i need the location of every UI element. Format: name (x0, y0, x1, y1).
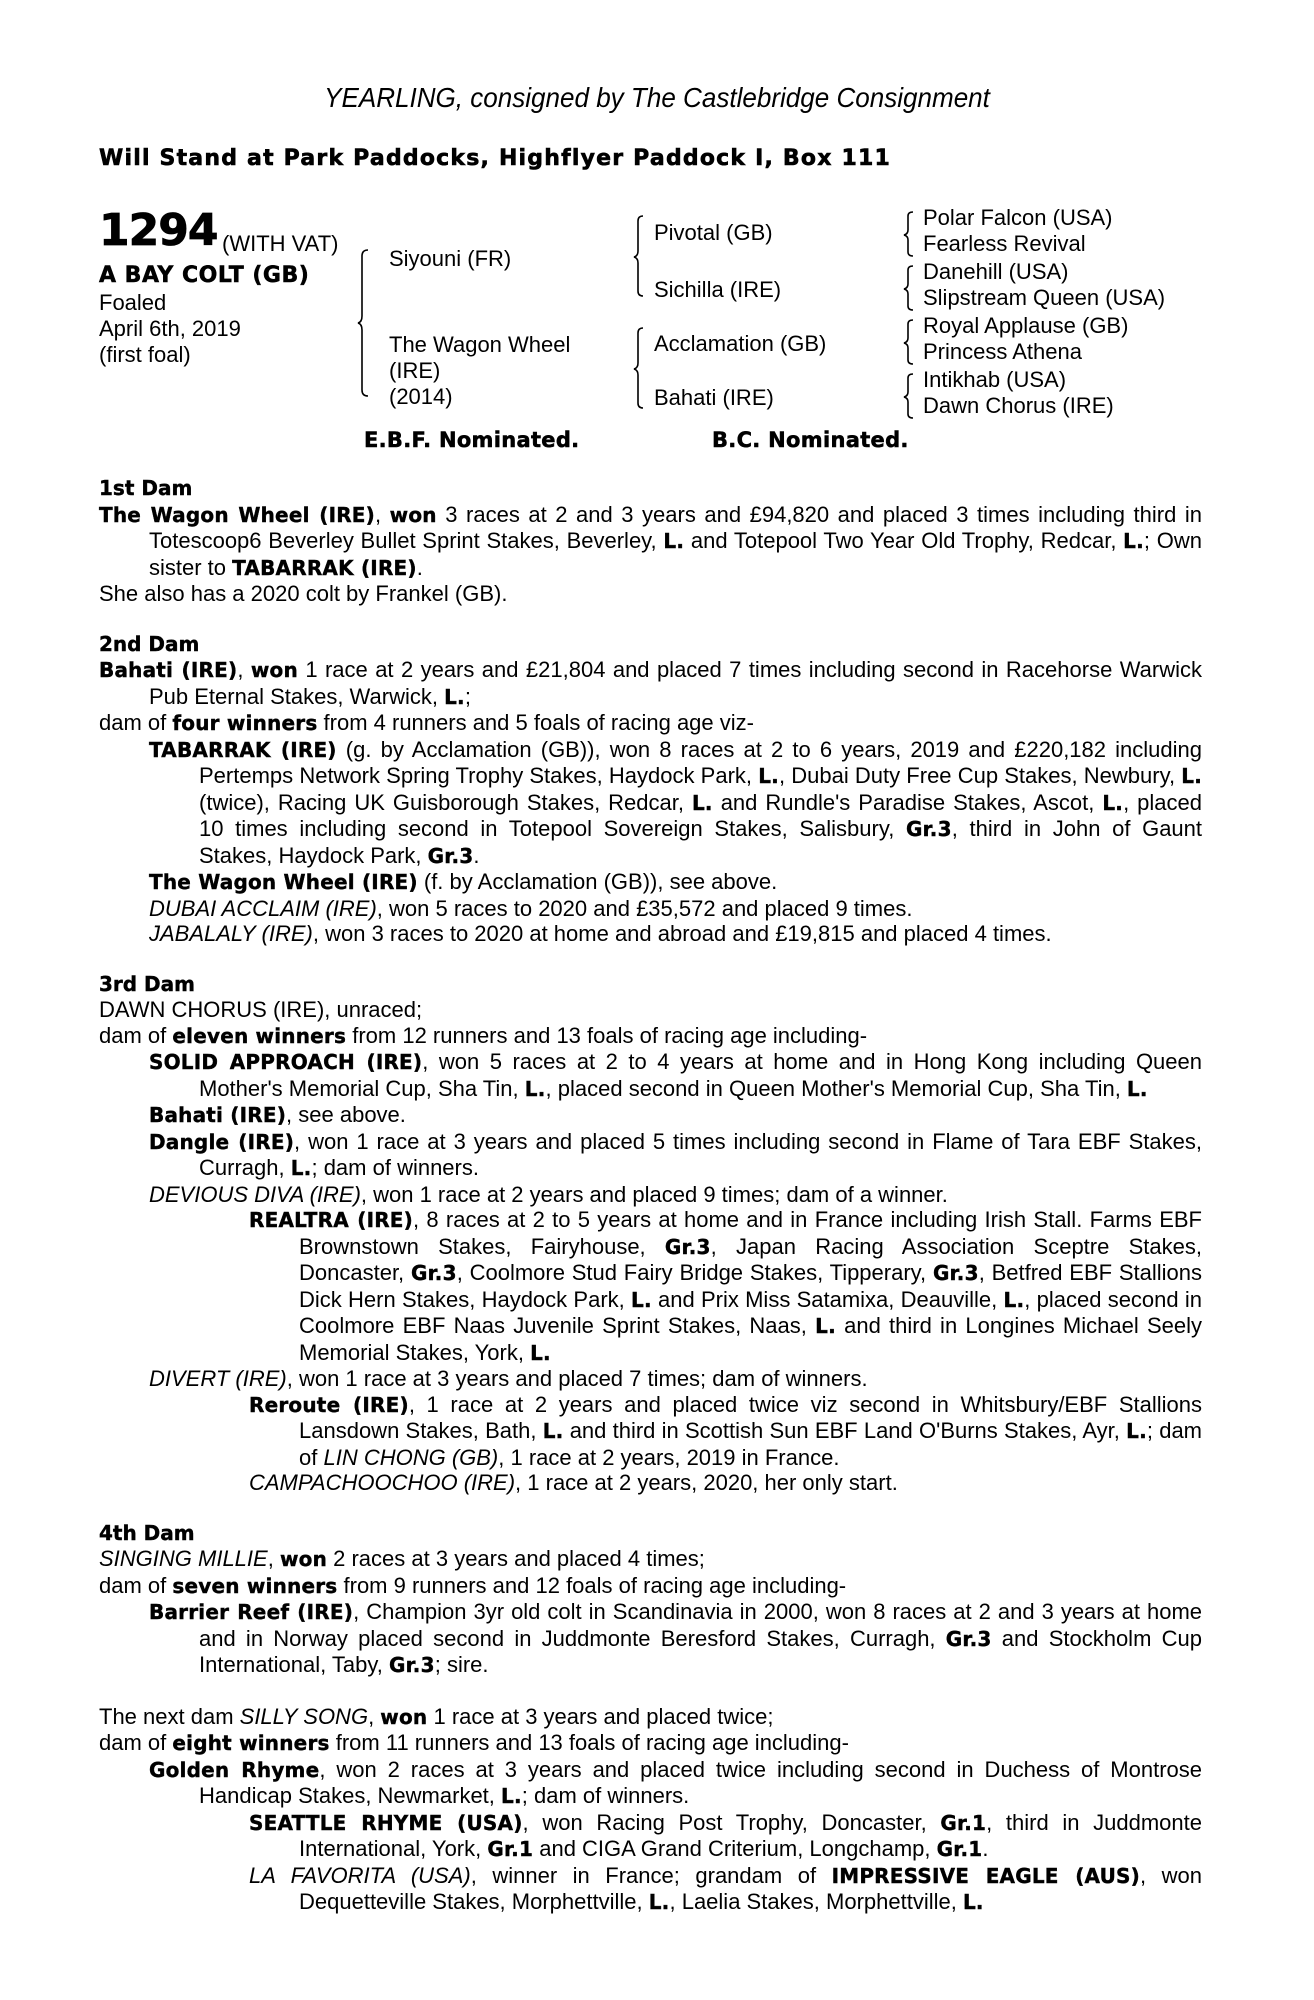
third-dam-produce-summary (99, 1023, 1202, 1050)
horse-name: Barrier Reef (IRE) (149, 1600, 354, 1624)
listed-badge: L. (290, 1156, 312, 1180)
horse-name: LA FAVORITA (USA) (249, 1862, 471, 1888)
text: dam of (99, 1022, 173, 1048)
text: , won 5 races to 2020 and £35,572 and placed 9 times. (376, 895, 913, 921)
fourth-dam-record (99, 1546, 1202, 1573)
text: , 1 race at 2 years and placed twice viz second in Whitsbury/EBF Stallions Lansdown Stakes, Bath, (299, 1391, 1203, 1443)
horse-name: Bahati (IRE) (99, 658, 238, 682)
horse-name: SOLID APPROACH (IRE) (149, 1050, 423, 1074)
pedigree-gen3-4: Slipstream Queen (USA) (923, 285, 1166, 310)
text: , placed 10 times including second in Totepool Sovereign Stakes, Salisbury, (199, 789, 1202, 841)
bc-nomination: B.C. Nominated. (712, 428, 909, 452)
pedigree-dam-sire: Acclamation (GB) (654, 331, 827, 356)
text: , Japan Racing Association Sceptre Stakes, Doncaster, (299, 1233, 1202, 1285)
horse-name: DIVERT (IRE) (149, 1366, 287, 1391)
produce-entry-tabarrak (99, 737, 1202, 870)
pedigree-sire: Siyouni (FR) (389, 246, 512, 271)
produce-entry-jabalaly (99, 921, 1202, 947)
text: from 4 runners and 5 foals of racing age viz- (317, 710, 754, 735)
produce-entry-campachoochoo (99, 1470, 1202, 1496)
text: 2 races at 3 years and placed 4 times; (327, 1546, 705, 1571)
text: , winner in France; grandam of (470, 1862, 832, 1888)
text: and Prix Miss Satamixa, Deauville, (651, 1286, 1004, 1312)
second-dam-produce-summary (99, 710, 1202, 737)
pedigree-brace-sire (634, 214, 646, 298)
pedigree-brace-g3-4 (904, 372, 916, 420)
horse-name: JABALALY (IRE) (149, 921, 313, 946)
foaled-label: Foaled (99, 290, 167, 315)
listed-badge: L. (1123, 529, 1144, 553)
text: , Dubai Duty Free Cup Stakes, Newbury, (778, 763, 1182, 788)
horse-name: The Wagon Wheel (IRE) (149, 870, 418, 894)
fourth-dam-produce-summary (99, 1573, 1202, 1600)
text: dam of (99, 710, 173, 735)
section-heading-third-dam: 3rd Dam (99, 971, 195, 996)
listed-badge: L. (530, 1340, 551, 1365)
text: and third in Longines Michael Seely Memorial Stakes, York, (299, 1313, 1202, 1365)
next-dam-record (99, 1704, 1202, 1731)
horse-name: The Wagon Wheel (IRE) (99, 502, 376, 527)
pedigree-brace-dam (634, 326, 646, 410)
pedigree-brace-g3-3 (904, 318, 916, 366)
produce-entry-realtra (99, 1207, 1202, 1366)
text: and CIGA Grand Criterium, Longchamp, (533, 1836, 937, 1861)
horse-name: SINGING MILLIE (99, 1546, 268, 1571)
text: ; Own sister to (149, 528, 1202, 580)
winners-count: eight winners (172, 1731, 330, 1755)
produce-entry-dubai-acclaim (99, 896, 1202, 922)
horse-name: DUBAI ACCLAIM (IRE) (149, 895, 377, 921)
first-dam-note: She also has a 2020 colt by Frankel (GB). (99, 581, 508, 606)
text: and Rundle's Paradise Stakes, Ascot, (712, 789, 1103, 815)
horse-name: DEVIOUS DIVA (IRE) (149, 1181, 361, 1207)
listed-badge: L. (1102, 790, 1124, 815)
listed-badge: L. (1126, 1419, 1147, 1443)
vat-note: (WITH VAT) (222, 231, 339, 256)
text: and Stockholm Cup International, Taby, (199, 1625, 1202, 1677)
group-badge: Gr.3 (905, 817, 952, 841)
produce-entry-seattle-rhyme (99, 1810, 1202, 1863)
text: , placed second in Coolmore EBF Naas Juvenile Sprint Stakes, Naas, (299, 1286, 1203, 1338)
won-label: won (389, 502, 437, 527)
winners-count: eleven winners (172, 1023, 347, 1048)
text: and third in Scottish Sun EBF Land O'Burns Stakes, Ayr, (563, 1418, 1127, 1443)
text: , third in John of Gaunt Stakes, Haydock Park, (199, 816, 1203, 868)
text: , won 5 races at 2 to 4 years at home and in Hong Kong including Queen Mother's Memorial Cup, Sha Tin, (199, 1049, 1202, 1101)
horse-name: CAMPACHOOCHOO (IRE) (249, 1470, 516, 1495)
group-badge: Gr.3 (664, 1234, 711, 1259)
text: dam of (99, 1572, 173, 1598)
pedigree-gen3-6: Princess Athena (923, 339, 1082, 364)
listed-badge: L. (631, 1287, 652, 1312)
foaled-date: April 6th, 2019 (99, 316, 241, 341)
group-badge: Gr.1 (487, 1837, 534, 1861)
section-heading-fourth-dam: 4th Dam (99, 1520, 195, 1545)
pedigree-brace-g3-2 (904, 264, 916, 312)
first-dam-record (99, 502, 1202, 582)
section-heading-second-dam: 2nd Dam (99, 631, 200, 656)
listed-badge: L. (1126, 1076, 1148, 1101)
listed-badge: L. (815, 1314, 836, 1338)
text: , won Dequetteville Stakes, Morphettville, (299, 1862, 1202, 1914)
text: 1 race at 3 years and placed twice; (427, 1703, 774, 1729)
pedigree-gen3-8: Dawn Chorus (IRE) (923, 393, 1114, 418)
produce-entry-golden-rhyme (99, 1757, 1202, 1810)
listed-badge: L. (962, 1890, 984, 1914)
text: , (368, 1703, 381, 1729)
section-heading-first-dam: 1st Dam (99, 476, 193, 500)
produce-entry-reroute (99, 1392, 1202, 1471)
listed-badge: L. (501, 1784, 522, 1808)
pedigree-gen3-7: Intikhab (USA) (923, 367, 1067, 392)
won-label: won (250, 658, 298, 682)
group-badge: Gr.1 (936, 1837, 983, 1861)
text: , won 1 race at 2 years and placed 9 times; dam of a winner. (360, 1181, 948, 1207)
produce-entry-barrier-reef (99, 1599, 1202, 1679)
catalogue-title: YEARLING, consigned by The Castlebridge Consignment (324, 82, 990, 113)
second-dam-record (99, 657, 1202, 710)
text: ; dam of winners. (521, 1783, 690, 1808)
dam-history (99, 476, 1202, 1916)
produce-entry-wagon-wheel (99, 869, 1202, 896)
group-badge: Gr.3 (410, 1261, 457, 1285)
text: , (237, 657, 251, 682)
pedigree-gen3-5: Royal Applause (GB) (923, 313, 1129, 338)
text: , third in Juddmonte International, York, (299, 1809, 1202, 1861)
pedigree-sire-dam: Sichilla (IRE) (654, 277, 782, 302)
listed-badge: L. (1003, 1287, 1025, 1312)
horse-name: Bahati (IRE) (149, 1103, 287, 1127)
winners-count: seven winners (172, 1573, 338, 1598)
text: (twice), Racing UK Guisborough Stakes, Redcar, (199, 789, 692, 815)
text: . (982, 1836, 989, 1861)
group-badge: Gr.3 (932, 1261, 979, 1285)
pedigree-dam-line2: (IRE) (389, 358, 441, 383)
winners-count: four winners (172, 711, 318, 735)
text: 1 race at 2 years and £21,804 and placed 7 times including second in Racehorse Warwick Pub Eternal Stakes, Warwick, (149, 657, 1202, 709)
pedigree-gen3-1: Polar Falcon (USA) (923, 205, 1113, 230)
text: , won 1 race at 3 years and placed 7 times; dam of winners. (286, 1366, 868, 1391)
third-dam-record: DAWN CHORUS (IRE), unraced; (99, 997, 423, 1022)
horse-name: IMPRESSIVE EAGLE (AUS) (831, 1863, 1141, 1888)
text: from 12 runners and 13 foals of racing age including- (346, 1022, 868, 1048)
produce-entry-devious-diva (99, 1182, 1202, 1208)
group-badge: Gr.3 (427, 843, 474, 868)
text: 3 races at 2 and 3 years and £94,820 and placed 3 times including third in Totescoop6 Beverley Bullet Sprint Stakes, Beverley, (149, 501, 1202, 553)
next-dam-produce-summary (99, 1730, 1202, 1757)
text: ; dam of winners. (311, 1155, 479, 1180)
text: , placed second in Queen Mother's Memorial Cup, Sha Tin, (545, 1075, 1127, 1101)
text: (f. by Acclamation (GB)), see above. (417, 869, 778, 894)
produce-entry-bahati (99, 1102, 1202, 1129)
horse-description: A BAY COLT (GB) (99, 263, 310, 288)
listed-badge: L. (663, 529, 685, 553)
text: , 8 races at 2 to 5 years at home and in France including Irish Stall. Farms EBF Brownstown Stakes, Fairyhouse, (299, 1207, 1202, 1259)
produce-entry-divert (99, 1366, 1202, 1392)
text: . (473, 842, 480, 868)
text: and Totepool Two Year Old Trophy, Redcar, (684, 528, 1124, 553)
foal-note: (first foal) (99, 342, 191, 367)
won-label: won (279, 1547, 328, 1571)
pedigree-gen3-2: Fearless Revival (923, 231, 1086, 256)
horse-name: REALTRA (IRE) (249, 1208, 414, 1232)
group-badge: Gr.3 (388, 1653, 435, 1677)
text: The next dam (99, 1703, 240, 1729)
text: , won Racing Post Trophy, Doncaster, (522, 1809, 941, 1835)
horse-name: TABARRAK (IRE) (232, 555, 417, 580)
listed-badge: L. (444, 684, 465, 709)
horse-name: Reroute (IRE) (249, 1392, 409, 1417)
horse-name: LIN CHONG (GB) (323, 1444, 499, 1470)
pedigree-dam-dam: Bahati (IRE) (654, 385, 774, 410)
pedigree-dam-line1: The Wagon Wheel (389, 332, 571, 357)
horse-name: TABARRAK (IRE) (149, 737, 337, 762)
ebf-nomination: E.B.F. Nominated. (364, 428, 580, 452)
text: , Laelia Stakes, Morphettville, (669, 1889, 963, 1914)
text: , Champion 3yr old colt in Scandinavia in 2000, won 8 races at 2 and 3 years at home and in Norway placed second in Juddmonte Beresford Stakes, Curragh, (199, 1599, 1203, 1651)
text: (g. by Acclamation (GB)), won 8 races at 2 to 6 years, 2019 and £220,182 including Pertemps Network Spring Trophy Stakes, Haydock Park, (199, 736, 1202, 788)
horse-name: SILLY SONG (239, 1703, 369, 1729)
text: , see above. (286, 1102, 406, 1127)
text: ; (464, 683, 471, 709)
listed-badge: L. (542, 1419, 564, 1443)
text: , (375, 501, 390, 527)
text: , 1 race at 2 years, 2019 in France. (498, 1444, 840, 1470)
text: dam of (99, 1730, 173, 1755)
pedigree-gen3-3: Danehill (USA) (923, 259, 1069, 284)
text: , won 3 races to 2020 at home and abroad and £19,815 and placed 4 times. (312, 921, 1052, 946)
listed-badge: L. (691, 790, 713, 815)
listed-badge: L. (648, 1890, 670, 1914)
pedigree-dam-line3: (2014) (389, 384, 453, 409)
horse-name: Golden Rhyme (149, 1757, 320, 1782)
text: , won 2 races at 3 years and placed twice including second in Duchess of Montrose Handicap Stakes, Newmarket, (199, 1756, 1203, 1808)
text: ; dam of (299, 1418, 1203, 1470)
horse-name: SEATTLE RHYME (USA) (249, 1810, 523, 1835)
produce-entry-dangle (99, 1129, 1202, 1182)
produce-entry-solid-approach (99, 1049, 1202, 1102)
won-label: won (380, 1704, 428, 1729)
group-badge: Gr.3 (945, 1626, 992, 1651)
produce-entry-la-favorita (99, 1863, 1202, 1916)
text: , won 1 race at 3 years and placed 5 times including second in Flame of Tara EBF Stakes, Curragh, (199, 1128, 1202, 1180)
text: from 9 runners and 12 foals of racing age including- (337, 1572, 847, 1598)
text: , Coolmore Stud Fairy Bridge Stakes, Tipperary, (456, 1260, 933, 1285)
horse-name: Dangle (IRE) (149, 1129, 295, 1154)
text: , (267, 1546, 280, 1571)
text: , 1 race at 2 years, 2020, her only start. (515, 1470, 898, 1495)
text: . (416, 554, 423, 580)
pedigree-sire-sire: Pivotal (GB) (654, 220, 773, 245)
listed-badge: L. (1181, 764, 1202, 788)
listed-badge: L. (524, 1076, 546, 1101)
pedigree-brace-g3-1 (904, 210, 916, 258)
text: from 11 runners and 13 foals of racing age including- (329, 1730, 849, 1755)
location-line: Will Stand at Park Paddocks, Highflyer Paddock I, Box 111 (99, 146, 891, 171)
listed-badge: L. (758, 764, 779, 788)
group-badge: Gr.1 (940, 1810, 987, 1835)
lot-number: 1294 (99, 205, 218, 256)
text: , Betfred EBF Stallions Dick Hern Stakes, Haydock Park, (299, 1260, 1203, 1312)
pedigree-brace-gen1 (358, 248, 372, 398)
text: ; sire. (434, 1652, 489, 1677)
